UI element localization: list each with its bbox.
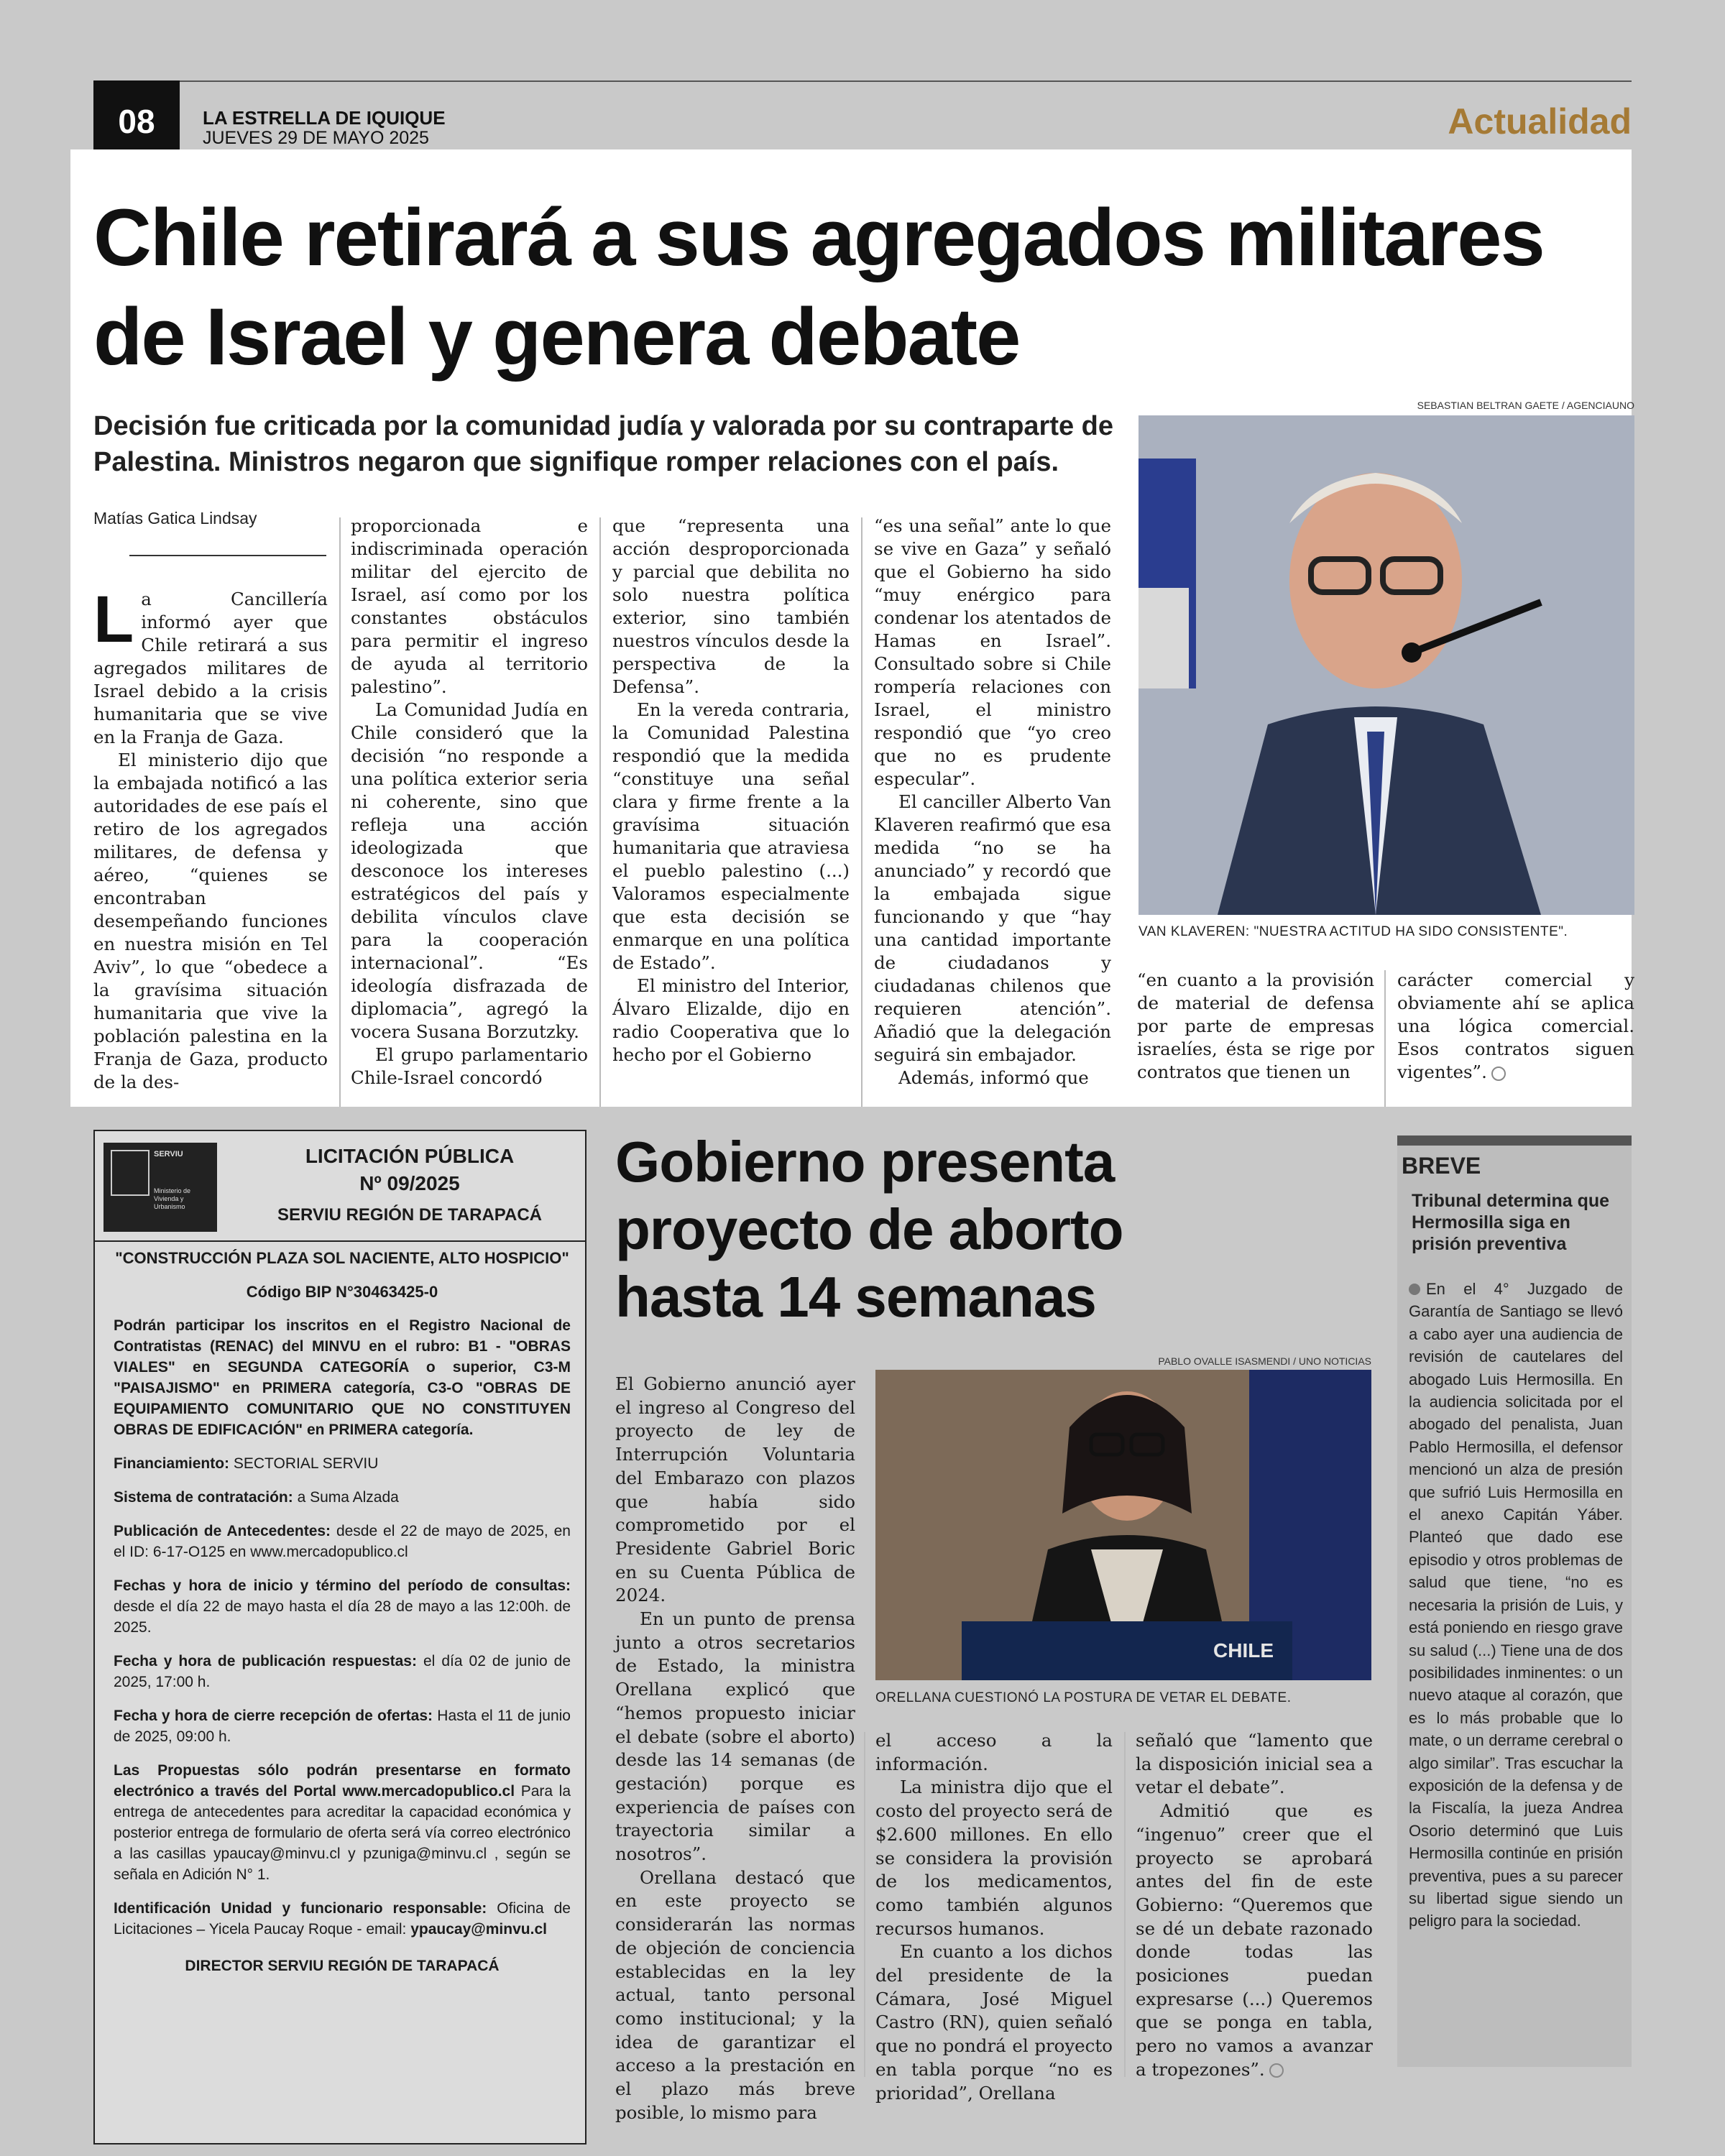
second-col-3-para: señaló que “lamento que la disposición inicial sea a vetar el debate”. bbox=[1136, 1730, 1373, 1798]
byline-rule bbox=[129, 555, 326, 556]
col-divider bbox=[339, 517, 341, 1107]
breve-label: BREVE bbox=[1402, 1153, 1481, 1179]
publication-label: Publicación de Antecedentes: bbox=[114, 1523, 331, 1539]
main-col-2 bbox=[351, 515, 588, 1089]
tender-queries bbox=[114, 1575, 571, 1638]
photo2-caption: ORELLANA CUESTIONÓ LA POSTURA DE VETAR EL DEBATE. bbox=[875, 1690, 1292, 1705]
system-value: a Suma Alzada bbox=[297, 1489, 399, 1506]
main-col-6-text: carácter comercial y obviamente ahí se aplica una lógica comercial. Esos contratos siguen vigentes”. bbox=[1397, 969, 1634, 1082]
van-klaveren-photo bbox=[1138, 415, 1634, 915]
photo-credit: SEBASTIAN BELTRAN GAETE / AGENCIAUNO bbox=[1417, 400, 1634, 411]
col-divider bbox=[1384, 970, 1386, 1107]
tender-signature: DIRECTOR SERVIU REGIÓN DE TARAPACÁ bbox=[185, 1958, 500, 1974]
serviu-logo bbox=[104, 1143, 217, 1232]
answers-label: Fecha y hora de publicación respuestas: bbox=[114, 1653, 417, 1669]
main-col-2-para: proporcionada e indiscriminada operación militar del ejercito de Israel, así como por los constantes obstáculos para permitir el ingreso de ayuda al territorio palestino”. bbox=[351, 515, 588, 697]
second-col-2-para3: En cuanto a los dichos del presidente de la Cámara, José Miguel Castro (RN), quien señaló que no pondrá el proyecto en tabla porque “no es prioridad”, Orellana bbox=[875, 1941, 1113, 2104]
publication-value: desde el 22 de mayo de 2025, en el ID: 6-17-O125 en www.mercadopublico.cl bbox=[114, 1523, 571, 1560]
bullet-icon bbox=[1409, 1284, 1420, 1295]
tender-title-line1: LICITACIÓN PÚBLICA bbox=[305, 1145, 515, 1167]
tender-header-rule bbox=[93, 1240, 586, 1242]
main-col-3-para: que “representa una acción desproporcionada y parcial que debilita no solo nuestra política exterior, sino también nuestros vínculos desde la perspectiva de la Defensa”. bbox=[612, 515, 850, 697]
closing-label: Fecha y hora de cierre recepción de ofertas: bbox=[114, 1708, 433, 1724]
tender-publication bbox=[114, 1521, 571, 1562]
main-col-4-para: “es una señal” ante lo que se vive en Gaza” y señaló que el Gobierno ha sido “muy enérgico para condenar los atentados de Hamas en Israel”. Consultado sobre si Chile rompería relaciones con Israel, el ministro respondió que “yo creo que no es prudente especular”. bbox=[874, 515, 1111, 789]
tender-system bbox=[114, 1487, 571, 1508]
issue-date: JUEVES 29 DE MAYO 2025 bbox=[203, 128, 429, 148]
answers-value: el día 02 de junio de 2025, 17:00 h. bbox=[114, 1653, 571, 1690]
section-label: Actualidad bbox=[1448, 101, 1632, 142]
ident-value: Oficina de Licitaciones – Yicela Paucay Roque - email: bbox=[114, 1900, 571, 1938]
tender-closing bbox=[114, 1705, 571, 1747]
second-col-1-para: El Gobierno anunció ayer el ingreso al Congreso del proyecto de ley de Interrupción Voluntaria del Embarazo con plazos que había sido comprometido por el Presidente Gabriel Boric en su Cuenta Pública de 2024. bbox=[615, 1373, 855, 1606]
main-col-4-para3: Además, informó que bbox=[898, 1067, 1089, 1088]
main-col-5-para: “en cuanto a la provisión de material de defensa por parte de empresas israelíes, ésta se rige por contratos que tienen un bbox=[1137, 969, 1374, 1082]
main-col-3-para3: El ministro del Interior, Álvaro Elizalde, dijo en radio Cooperativa que lo hecho por el Gobierno bbox=[612, 975, 850, 1065]
ident-email: ypaucay@minvu.cl bbox=[410, 1921, 547, 1938]
portrait-illustration bbox=[1138, 415, 1634, 915]
breve-text: En el 4° Juzgado de Garantía de Santiago se llevó a cabo ayer una audiencia de revisión de cautelares del abogado Luis Hermosilla. En la audiencia solicitada por el abogado del penalista, Juan Pablo Hermosilla, el defensor mencionó un alza de presión que sufrió Luis Hermosilla en el anexo Capitán Yáber. Planteó que dado ese episodio y otros problemas de salud que tiene, “no es necesaria la prisión de Luis, y está poniendo en riesgo grave su salud (...) Tiene una de dos posibilidades inminentes: o un nuevo ataque al corazón, que es lo más probable que lo mate, o un derrame cerebral o algo similar”. Tras escuchar la exposición de la defensa y de la Fiscalía, la jueza Andrea Osorio determinó que Luis Hermosilla continúe en prisión preventiva, pues a su parecer su libertad sigue siendo un peligro para la sociedad. bbox=[1409, 1280, 1623, 1930]
second-col-3-text: Admitió que es “ingenuo” creer que el proyecto se aprobará antes del fin de este Gobierno: “Queremos que se dé un debate razonado donde todas las posiciones puedan expresarse (...) Queremos que se ponga en tabla, pero no vamos a avanzar a tropezones”. bbox=[1136, 1800, 1373, 2080]
tender-code: Código BIP N°30463425-0 bbox=[246, 1283, 438, 1301]
tender-title bbox=[237, 1143, 582, 1229]
col-divider bbox=[599, 517, 601, 1107]
main-col-3 bbox=[612, 515, 850, 1067]
proposals-bold: Las Propuestas sólo podrán presentarse en formato electrónico a través del Portal www.mercadopublico.cl bbox=[114, 1762, 571, 1800]
ident-label: Identificación Unidad y funcionario responsable: bbox=[114, 1900, 487, 1917]
main-col-1-text: a Cancillería informó ayer que Chile retirará a sus agregados militares de Israel debido a la crisis humanitaria que se vive en la Franja de Gaza. bbox=[93, 589, 328, 747]
col-divider bbox=[1124, 1732, 1126, 2077]
main-col-6-para bbox=[1397, 969, 1634, 1084]
end-mark-icon bbox=[1491, 1067, 1506, 1081]
second-col-1-para2: En un punto de prensa junto a otros secretarios de Estado, la ministra Orellana explicó que “hemos propuesto iniciar el debate (sobre el aborto) desde las 14 semanas (de gestación) porque es experiencia de países con trayectoria similar a nosotros”. bbox=[615, 1608, 855, 1865]
tender-participants: Podrán participar los inscritos en el Registro Nacional de Contratistas (RENAC) del MINVU en el rubro: B1 - "OBRAS VIALES" en SEGUNDA CATEGORÍA o superior, C3-M "PAISAJISMO" en PRIMERA categoría, C3-O "OBRAS DE EQUIPAMIENTO COMUNITARIO QUE NO CONSTITUYEN OBRAS DE EDIFICACIÓN" en PRIMERA categoría. bbox=[114, 1317, 571, 1438]
financing-label: Financiamiento: bbox=[114, 1455, 230, 1472]
main-col-4-para2: El canciller Alberto Van Klaveren reafirmó que esa medida “no se ha anunciado” y recordó que la embajada sigue funcionando y que “hay una cantidad importante de ciudadanos y ciudadanas chilenos que requieren atención”. Añadió que la delegación seguirá sin embajador. bbox=[874, 791, 1111, 1065]
proposals-rest: Para la entrega de antecedentes para acreditar la capacidad económica y posterior entrega de formulario de oferta será vía correo electrónico a las casillas ypaucay@minvu.cl y pzuniga@minvu.cl , según se señala en Adición N° 1. bbox=[114, 1783, 571, 1883]
tender-financing bbox=[114, 1453, 571, 1474]
tender-org: SERVIU REGIÓN DE TARAPACÁ bbox=[277, 1205, 543, 1225]
main-col-1-para bbox=[93, 583, 328, 749]
orellana-photo bbox=[875, 1370, 1371, 1680]
main-col-6 bbox=[1397, 969, 1634, 1084]
serviu-logo-text: SERVIU bbox=[154, 1150, 183, 1158]
byline: Matías Gatica Lindsay bbox=[93, 509, 257, 528]
face-shape bbox=[1289, 473, 1462, 688]
tender-proposals bbox=[114, 1760, 571, 1885]
paper-name: LA ESTRELLA DE IQUIQUE bbox=[203, 107, 446, 129]
main-headline: Chile retirará a sus agregados militares de Israel y genera debate bbox=[93, 193, 1544, 382]
main-col-2-para2: La Comunidad Judía en Chile consideró que la decisión “no responde a una política exterior seria ni coherente, sino que refleja una acción ideologizada que desconoce los intereses estratégicos del país y debilita vínculos clave para la cooperación internacional”. “Es ideología disfrazada de diplomacia”, agregó la vocera Susana Borzutzky. bbox=[351, 699, 588, 1042]
tender-body bbox=[114, 1248, 571, 1989]
dropcap: L bbox=[93, 583, 134, 656]
tender-project: "CONSTRUCCIÓN PLAZA SOL NACIENTE, ALTO HOSPICIO" bbox=[115, 1249, 569, 1267]
serviu-logo-sub: Ministerio de Vivienda y Urbanismo bbox=[154, 1187, 191, 1210]
masthead bbox=[203, 108, 446, 148]
main-deck: Decisión fue criticada por la comunidad judía y valorada por su contraparte de Palestina. Ministros negaron que signifique romper relaciones con el país. bbox=[93, 411, 1114, 477]
breve-title: Tribunal determina que Hermosilla siga en prisión preventiva bbox=[1412, 1191, 1610, 1254]
col-divider bbox=[864, 1732, 865, 2077]
breve-rule bbox=[1397, 1135, 1632, 1146]
second-col-2-para: el acceso a la información. bbox=[875, 1730, 1113, 1774]
page-number: 08 bbox=[93, 80, 180, 162]
second-headline: Gobierno presenta proyecto de aborto hasta 14 semanas bbox=[615, 1130, 1123, 1329]
second-col-3 bbox=[1136, 1729, 1373, 2082]
header-rule bbox=[93, 80, 1632, 82]
queries-value: desde el día 22 de mayo hasta el día 28 de mayo a las 12:00h. de 2025. bbox=[114, 1598, 571, 1636]
queries-label: Fechas y hora de inicio y término del período de consultas: bbox=[114, 1577, 571, 1594]
financing-value: SECTORIAL SERVIU bbox=[233, 1455, 379, 1472]
second-col-2 bbox=[875, 1729, 1113, 2105]
system-label: Sistema de contratación: bbox=[114, 1489, 293, 1506]
second-col-1-para3: Orellana destacó que en este proyecto se considerarán las normas de objeción de conciencia establecidas en la ley actual, tanto personal como institucional; y la idea de garantizar el acceso a la prestación en el plazo más breve posible, lo mismo para bbox=[615, 1866, 855, 2123]
end-mark-icon bbox=[1269, 2063, 1284, 2078]
second-col-3-para2 bbox=[1136, 1800, 1373, 2081]
tender-number: Nº 09/2025 bbox=[359, 1172, 460, 1194]
main-col-1 bbox=[93, 583, 328, 1094]
press-conference-illustration bbox=[875, 1370, 1371, 1680]
main-col-5 bbox=[1137, 969, 1374, 1084]
second-col-2-para2: La ministra dijo que el costo del proyecto será de $2.600 millones. En ello se considera la provisión de los medicamentos, como también algunos recursos humanos. bbox=[875, 1777, 1113, 1939]
photo2-credit: PABLO OVALLE ISASMENDI / UNO NOTICIAS bbox=[1158, 1355, 1371, 1367]
chile-seal-icon bbox=[111, 1150, 150, 1196]
tender-identification bbox=[114, 1898, 571, 1940]
second-col-1 bbox=[615, 1373, 855, 2125]
photo-caption: VAN KLAVEREN: "NUESTRA ACTITUD HA SIDO CONSISTENTE". bbox=[1138, 924, 1568, 939]
main-col-1-para2: El ministerio dijo que la embajada notificó a las autoridades de ese país el retiro de los agregados militares, de defensa y aéreo, “quienes se encontraban desempeñando funciones en nuestra misión en Tel Aviv”, lo que “obedece a la gravísima situación humanitaria que vive la población palestina en la Franja de Gaza, producto de la des- bbox=[93, 750, 328, 1092]
main-col-3-para2: En la vereda contraria, la Comunidad Palestina respondió que la medida “constituye una señal clara y firme frente a la gravísima situación humanitaria que atraviesa el pueblo palestino (...) Valoramos especialmente que esta decisión se enmarque en una política de Estado”. bbox=[612, 699, 850, 973]
tender-answers bbox=[114, 1651, 571, 1692]
col-divider bbox=[861, 517, 862, 1107]
podium-label: CHILE bbox=[1213, 1639, 1274, 1662]
main-col-2-para3: El grupo parlamentario Chile-Israel concordó bbox=[351, 1044, 588, 1088]
closing-value: Hasta el 11 de junio de 2025, 09:00 h. bbox=[114, 1708, 571, 1745]
main-col-4 bbox=[874, 515, 1111, 1089]
breve-body bbox=[1409, 1278, 1623, 1932]
